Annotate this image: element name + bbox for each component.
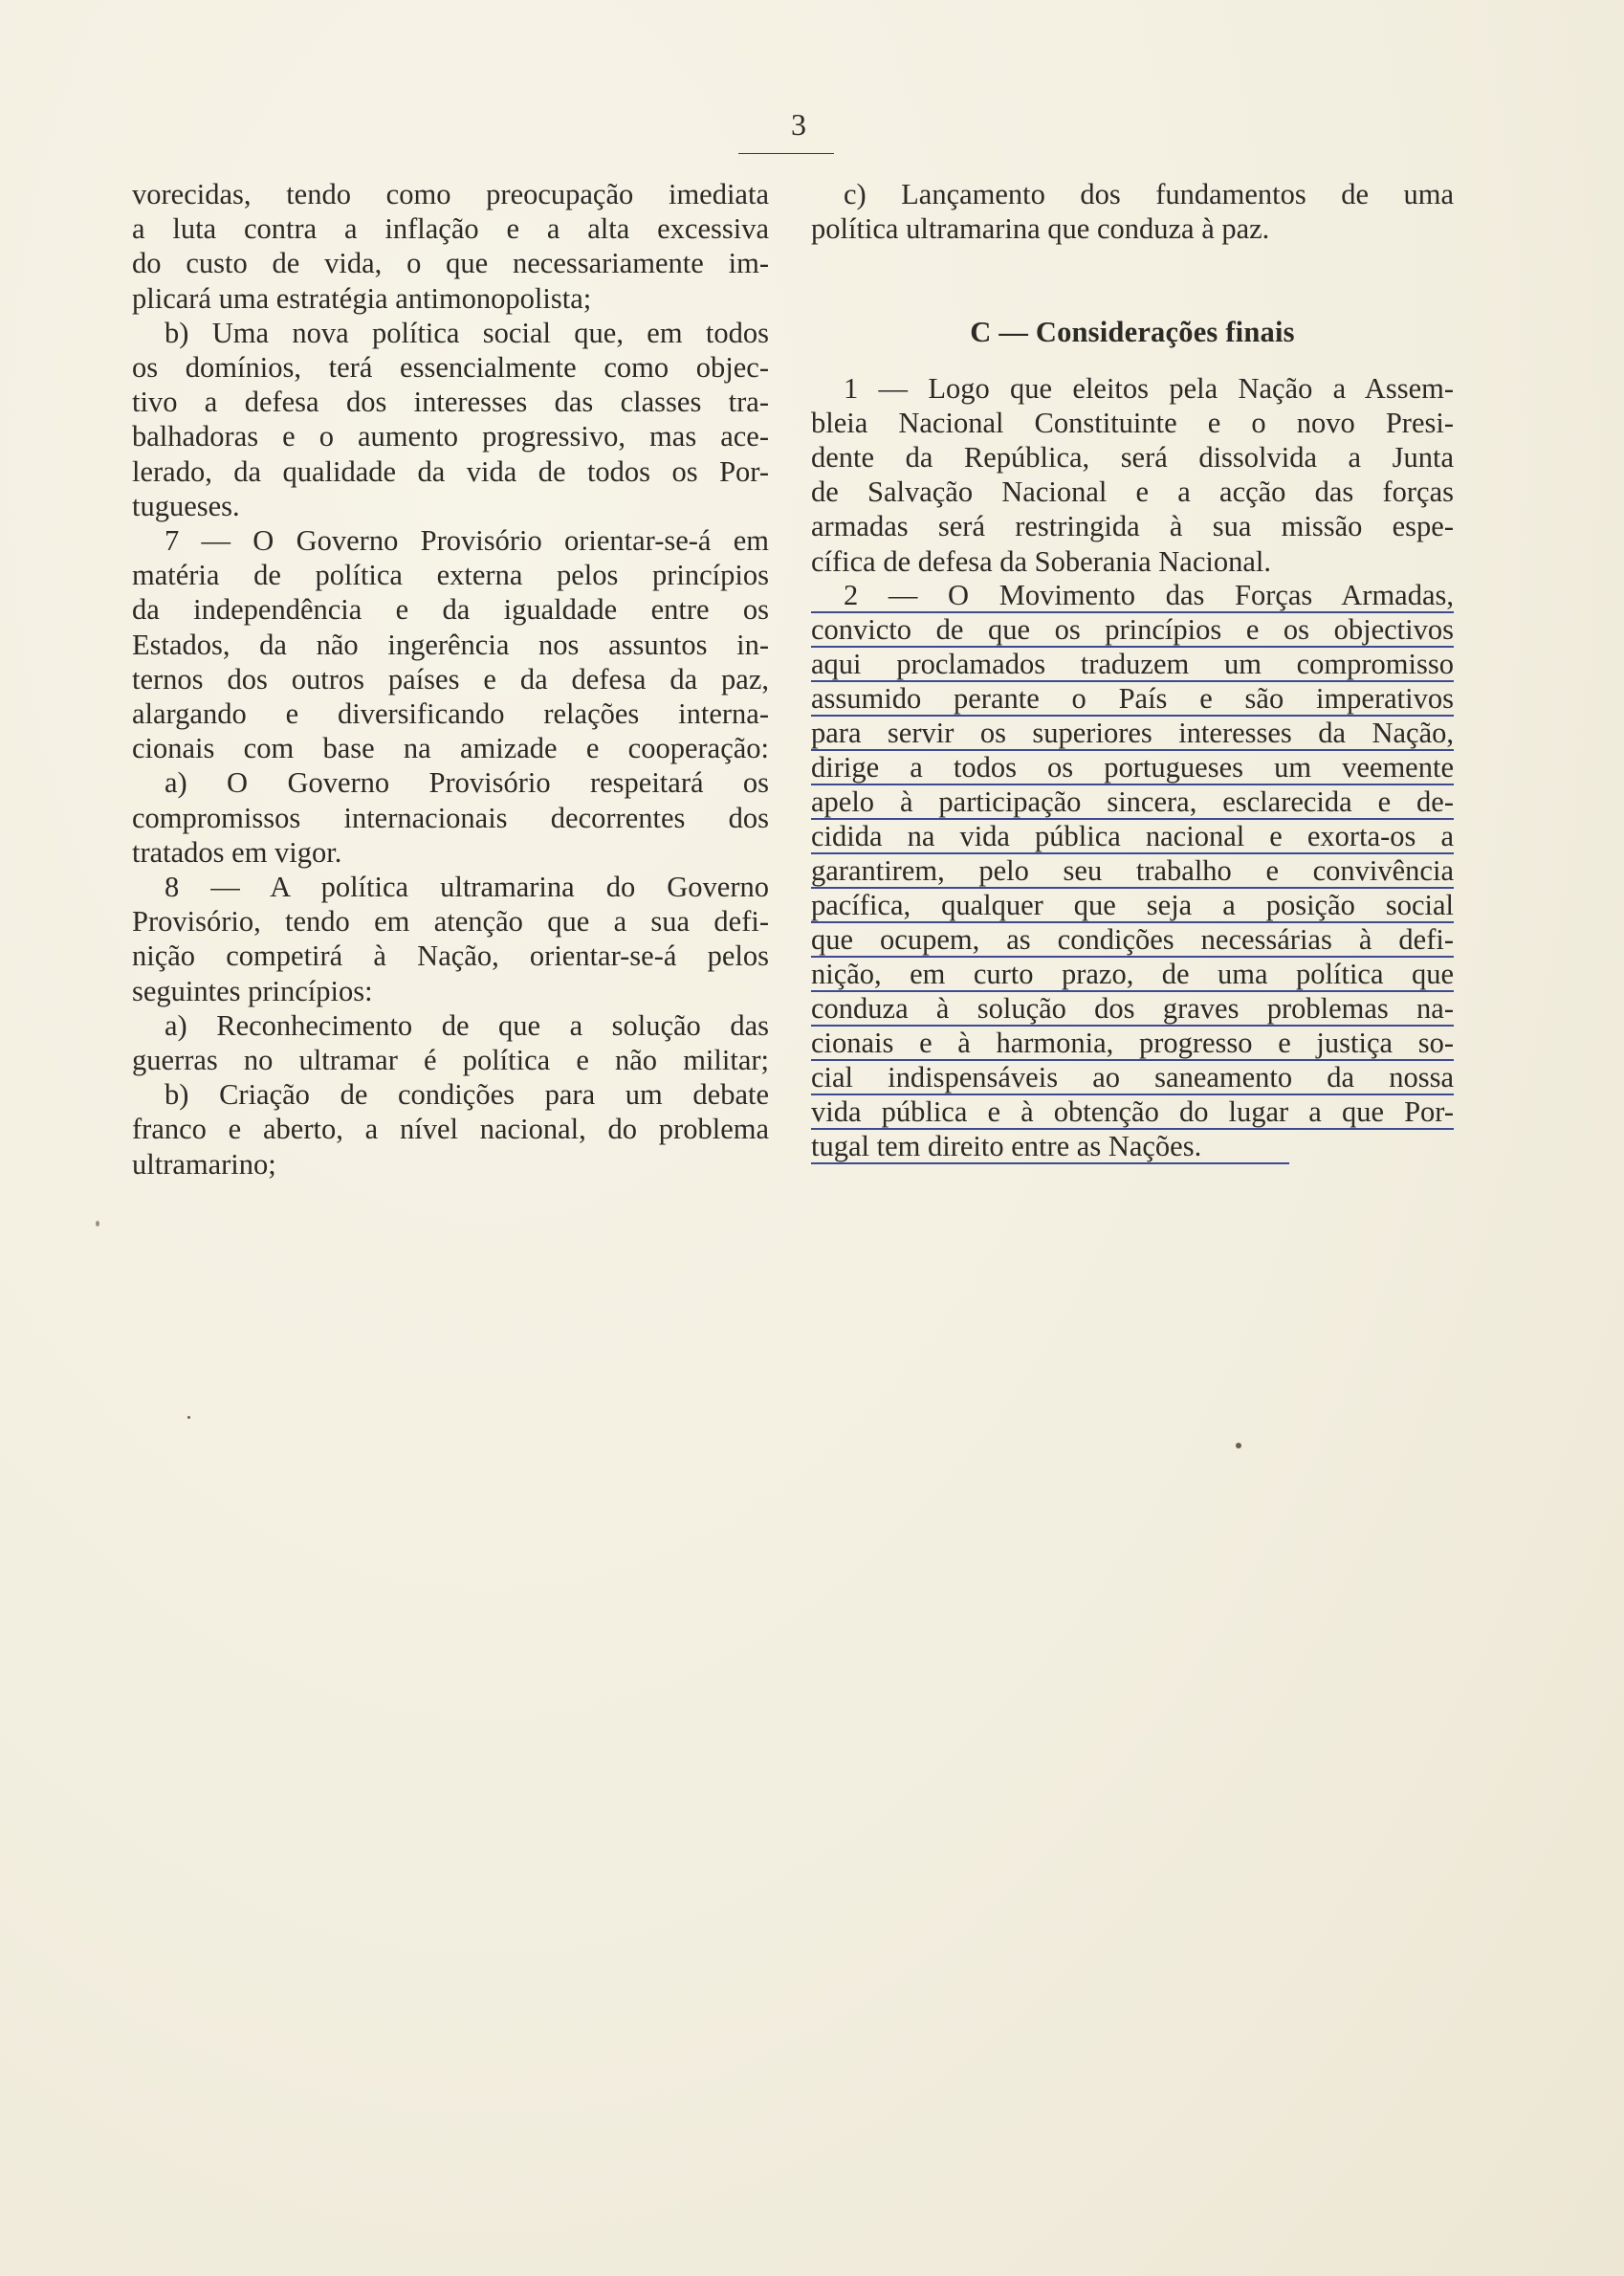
text-line: ternos dos outros países e da defesa da paz, bbox=[132, 662, 769, 696]
text-line: Provisório, tendo em atenção que a sua defi- bbox=[132, 905, 769, 939]
underlined-line: cionais e à harmonia, progresso e justiça so- bbox=[811, 1026, 1454, 1059]
text-line: tivo a defesa dos interesses das classes tra- bbox=[132, 386, 769, 419]
underlined-line: garantirem, pelo seu trabalho e convivência bbox=[811, 853, 1454, 887]
underlined-line: convicto de que os princípios e os objectivos bbox=[811, 612, 1454, 646]
paper-speck bbox=[96, 1221, 99, 1226]
item-c-line: c) Lançamento dos fundamentos de uma bbox=[844, 178, 1454, 210]
text-line: 1 — Logo que eleitos pela Nação a Assem- bbox=[844, 371, 1454, 405]
text-line: tratados em vigor. bbox=[132, 835, 342, 869]
paper-speck bbox=[1236, 1443, 1241, 1448]
text-line: armadas será restringida à sua missão espe- bbox=[811, 510, 1454, 543]
left-column bbox=[132, 177, 769, 1182]
text-line: do custo de vida, o que necessariamente im- bbox=[132, 247, 769, 280]
underlined-line: que ocupem, as condições necessárias à defi- bbox=[811, 922, 1454, 956]
underlined-line: cial indispensáveis ao saneamento da nossa bbox=[811, 1060, 1454, 1094]
text-line: tugueses. bbox=[132, 489, 240, 522]
text-line: 8 — A política ultramarina do Governo bbox=[165, 871, 769, 904]
text-line: bleia Nacional Constituinte e o novo Presi- bbox=[811, 406, 1454, 439]
text-line: a luta contra a inflação e a alta excessiva bbox=[132, 212, 769, 246]
paper-speck bbox=[187, 1416, 190, 1419]
text-line: da independência e da igualdade entre os bbox=[132, 593, 769, 627]
text-line: ultramarino; bbox=[132, 1147, 276, 1181]
text-line: seguintes princípios: bbox=[132, 974, 373, 1007]
text-line: dente da República, será dissolvida a Junta bbox=[811, 441, 1454, 475]
page-number-rule bbox=[738, 153, 834, 154]
text-line: plicará uma estratégia antimonopolista; bbox=[132, 281, 592, 315]
underlined-line: aqui proclamados traduzem um compromisso bbox=[811, 647, 1454, 680]
text-line: guerras no ultramar é política e não militar; bbox=[132, 1044, 769, 1077]
text-line: a) O Governo Provisório respeitará os bbox=[165, 766, 769, 800]
right-column bbox=[811, 177, 1454, 1164]
underlined-line: pacífica, qualquer que seja a posição social bbox=[811, 888, 1454, 921]
text-line: Estados, da não ingerência nos assuntos in- bbox=[132, 628, 769, 661]
underlined-line: apelo à participação sincera, esclarecida e de- bbox=[811, 784, 1454, 818]
page-number: 3 bbox=[791, 107, 806, 142]
underlined-line: dirige a todos os portugueses um veemente bbox=[811, 750, 1454, 784]
text-line: vorecidas, tendo como preocupação imediata bbox=[132, 178, 769, 210]
text-line: cífica de defesa da Soberania Nacional. bbox=[811, 544, 1271, 578]
text-line: os domínios, terá essencialmente como objec- bbox=[132, 351, 769, 385]
underlined-line: conduza à solução dos graves problemas na- bbox=[811, 991, 1454, 1025]
underlined-line: assumido perante o País e são imperativos bbox=[811, 681, 1454, 715]
underlined-line: para servir os superiores interesses da Nação, bbox=[811, 716, 1454, 749]
text-line: b) Uma nova política social que, em todos bbox=[165, 316, 769, 349]
text-line: compromissos internacionais decorrentes dos bbox=[132, 801, 769, 834]
underlined-line: 2 — O Movimento das Forças Armadas, bbox=[811, 579, 1454, 613]
text-line: a) Reconhecimento de que a solução das bbox=[165, 1008, 769, 1042]
text-line: alargando e diversificando relações interna- bbox=[132, 697, 769, 731]
underlined-line: tugal tem direito entre as Nações. bbox=[811, 1130, 1289, 1164]
text-line: cionais com base na amizade e cooperação: bbox=[132, 732, 769, 765]
text-line: 7 — O Governo Provisório orientar-se-á em bbox=[165, 524, 769, 558]
text-line: de Salvação Nacional e a acção das forças bbox=[811, 475, 1454, 509]
underlined-line: nição, em curto prazo, de uma política que bbox=[811, 957, 1454, 990]
text-line: balhadoras e o aumento progressivo, mas ace- bbox=[132, 420, 769, 453]
section-heading: C — Considerações finais bbox=[970, 316, 1295, 349]
text-line: franco e aberto, a nível nacional, do problema bbox=[132, 1113, 769, 1146]
text-line: matéria de política externa pelos princípios bbox=[132, 559, 769, 592]
text-line: b) Criação de condições para um debate bbox=[165, 1078, 769, 1112]
item-c-line: política ultramarina que conduza à paz. bbox=[811, 212, 1270, 246]
text-line: lerado, da qualidade da vida de todos os Por- bbox=[132, 454, 769, 488]
text-line: nição competirá à Nação, orientar-se-á pelos bbox=[132, 939, 769, 973]
underlined-line: cidida na vida pública nacional e exorta-os a bbox=[811, 819, 1454, 852]
underlined-line: vida pública e à obtenção do lugar a que Por- bbox=[811, 1094, 1454, 1128]
